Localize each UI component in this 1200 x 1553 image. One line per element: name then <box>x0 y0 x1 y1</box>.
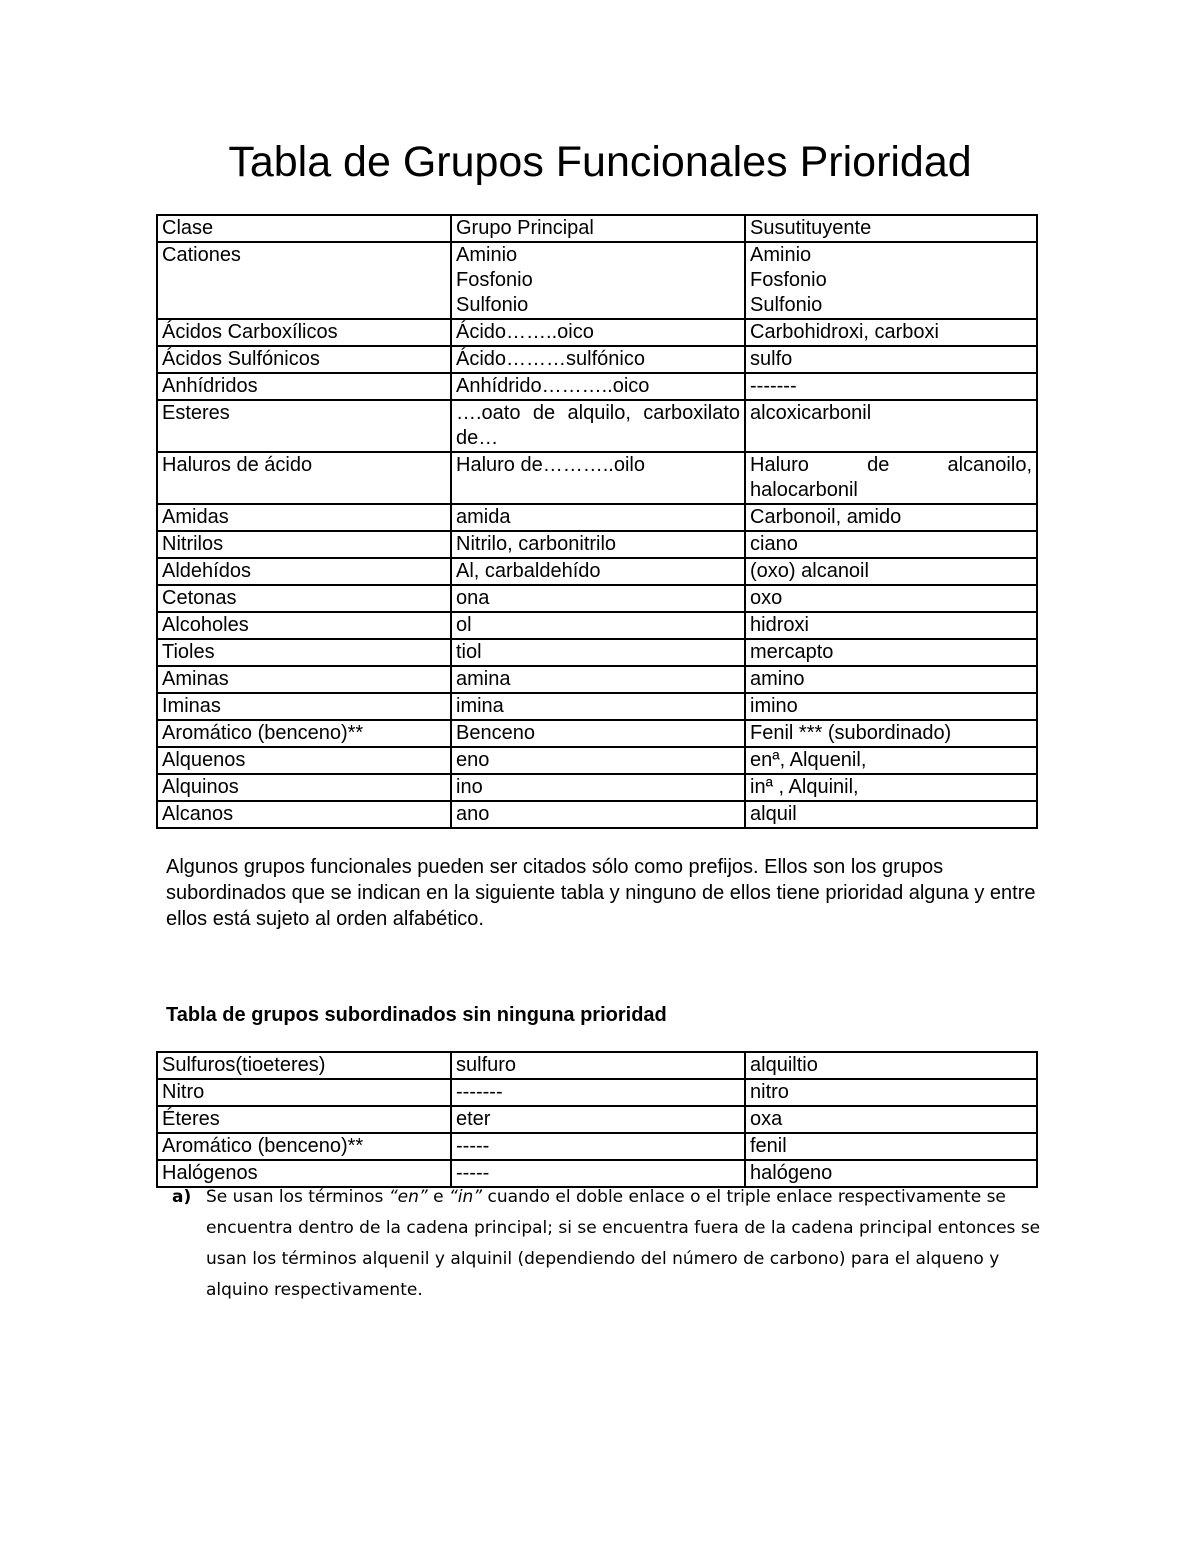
table-cell: Aromático (benceno)** <box>157 1133 451 1160</box>
table-row <box>157 504 1037 531</box>
table-cell: Nitro <box>157 1079 451 1106</box>
table-cell: Grupo Principal <box>451 215 745 242</box>
table-cell: Haluros de ácido <box>157 452 451 504</box>
cell-line: Sulfonio <box>750 294 823 316</box>
table-cell: Ácido……..oico <box>451 319 745 346</box>
subordinate-table <box>156 1051 1038 1188</box>
prefix-paragraph: Algunos grupos funcionales pueden ser citados sólo como prefijos. Ellos son los grupos subordinados que se indican en la siguiente tabla y ninguno de ellos tiene prioridad alguna y entre ellos está sujeto al orden alfabético. <box>166 856 1036 930</box>
table-cell: Ácidos Carboxílicos <box>157 319 451 346</box>
table-cell: sulfuro <box>451 1052 745 1079</box>
table-cell: Aminas <box>157 666 451 693</box>
table-cell: enª, Alquenil, <box>745 747 1037 774</box>
table-cell: Benceno <box>451 720 745 747</box>
table-cell: Haluro de alcanoilo, halocarbonil <box>745 452 1037 504</box>
table-row <box>157 346 1037 373</box>
table-cell: alquil <box>745 801 1037 828</box>
table-row <box>157 720 1037 747</box>
table-cell: Nitrilo, carbonitrilo <box>451 531 745 558</box>
table-row <box>157 373 1037 400</box>
table-cell: imina <box>451 693 745 720</box>
table-row <box>157 1106 1037 1133</box>
table-cell: eter <box>451 1106 745 1133</box>
table-cell: Cetonas <box>157 585 451 612</box>
page-title: Tabla de Grupos Funcionales Prioridad <box>228 138 972 186</box>
table-cell <box>451 242 745 319</box>
table-cell: mercapto <box>745 639 1037 666</box>
table-cell: Esteres <box>157 400 451 452</box>
table-header-row <box>157 215 1037 242</box>
table-cell: Carbohidroxi, carboxi <box>745 319 1037 346</box>
table-cell: halógeno <box>745 1160 1037 1187</box>
priority-table <box>156 214 1038 829</box>
table-cell: Alcanos <box>157 801 451 828</box>
footnote-part: e <box>427 1187 449 1207</box>
table-cell: Susutituyente <box>745 215 1037 242</box>
table-cell: Halógenos <box>157 1160 451 1187</box>
table-cell: Fenil *** (subordinado) <box>745 720 1037 747</box>
table-row <box>157 801 1037 828</box>
table-cell: Clase <box>157 215 451 242</box>
table-row <box>157 612 1037 639</box>
table-row <box>157 1133 1037 1160</box>
table-row <box>157 693 1037 720</box>
table-cell: Éteres <box>157 1106 451 1133</box>
table-cell: Alquinos <box>157 774 451 801</box>
table-cell: eno <box>451 747 745 774</box>
table-cell: Al, carbaldehído <box>451 558 745 585</box>
cell-line: Aminio <box>750 244 812 266</box>
table-cell: ------- <box>745 373 1037 400</box>
table-row <box>157 452 1037 504</box>
table-cell: Carbonoil, amido <box>745 504 1037 531</box>
table-row <box>157 639 1037 666</box>
table-row <box>157 747 1037 774</box>
table-cell: ano <box>451 801 745 828</box>
table-cell: Tioles <box>157 639 451 666</box>
table-cell: oxa <box>745 1106 1037 1133</box>
footnote-term-in: “in” <box>448 1187 483 1207</box>
footnote-part: Se usan los términos <box>206 1187 389 1207</box>
cell-line: Sulfonio <box>456 294 529 316</box>
table-row <box>157 774 1037 801</box>
table-cell: Alcoholes <box>157 612 451 639</box>
table-cell: nitro <box>745 1079 1037 1106</box>
table-cell: ----- <box>451 1160 745 1187</box>
table-cell: ino <box>451 774 745 801</box>
table-cell: Anhídrido………..oico <box>451 373 745 400</box>
table-row <box>157 585 1037 612</box>
table-cell: Anhídridos <box>157 373 451 400</box>
table-cell: alcoxicarbonil <box>745 400 1037 452</box>
footnote-term-en: “en” <box>388 1187 428 1207</box>
table-cell: Aromático (benceno)** <box>157 720 451 747</box>
table-cell: Alquenos <box>157 747 451 774</box>
table-cell: ciano <box>745 531 1037 558</box>
table-cell: Nitrilos <box>157 531 451 558</box>
table-cell: Cationes <box>157 242 451 319</box>
table-cell: sulfo <box>745 346 1037 373</box>
table-cell: Ácidos Sulfónicos <box>157 346 451 373</box>
table-row <box>157 400 1037 452</box>
table-row <box>157 319 1037 346</box>
table-cell: oxo <box>745 585 1037 612</box>
table-cell: ------- <box>451 1079 745 1106</box>
table-cell: amida <box>451 504 745 531</box>
table-cell: ol <box>451 612 745 639</box>
table-row <box>157 1079 1037 1106</box>
footnote-text <box>206 1182 1046 1306</box>
table-cell: Sulfuros(tioeteres) <box>157 1052 451 1079</box>
cell-line: Aminio <box>456 244 518 266</box>
table-cell: inª , Alquinil, <box>745 774 1037 801</box>
table-row <box>157 558 1037 585</box>
table-cell: Aldehídos <box>157 558 451 585</box>
footnote-a <box>166 1182 1046 1306</box>
table-cell: amino <box>745 666 1037 693</box>
table-cell: amina <box>451 666 745 693</box>
table-cell: fenil <box>745 1133 1037 1160</box>
table-cell: ona <box>451 585 745 612</box>
cell-line: Fosfonio <box>456 269 533 291</box>
table-cell: hidroxi <box>745 612 1037 639</box>
table-cell: Iminas <box>157 693 451 720</box>
cell-line: Fosfonio <box>750 269 827 291</box>
table-cell: tiol <box>451 639 745 666</box>
table-row <box>157 242 1037 319</box>
table-cell: (oxo) alcanoil <box>745 558 1037 585</box>
table-row <box>157 1052 1037 1079</box>
footnote-label: a) <box>172 1187 192 1207</box>
table-cell: imino <box>745 693 1037 720</box>
footnote-part: cuando el doble enlace o el triple enlace respectivamente se encuentra dentro de la cadena principal; si se encuentra fuera de la cadena principal entonces se usan los términos alquenil y alquinil (dependiendo del número de carbono) para el alqueno y alquino respectivamente. <box>206 1187 1041 1300</box>
table-cell: ….oato de alquilo, carboxilato de… <box>451 400 745 452</box>
table-cell: alquiltio <box>745 1052 1037 1079</box>
table-cell: Haluro de………..oilo <box>451 452 745 504</box>
subordinate-table-title: Tabla de grupos subordinados sin ninguna prioridad <box>166 1004 667 1026</box>
table-cell: Amidas <box>157 504 451 531</box>
table-cell: Ácido………sulfónico <box>451 346 745 373</box>
table-row <box>157 666 1037 693</box>
table-row <box>157 531 1037 558</box>
table-cell: ----- <box>451 1133 745 1160</box>
table-cell <box>745 242 1037 319</box>
